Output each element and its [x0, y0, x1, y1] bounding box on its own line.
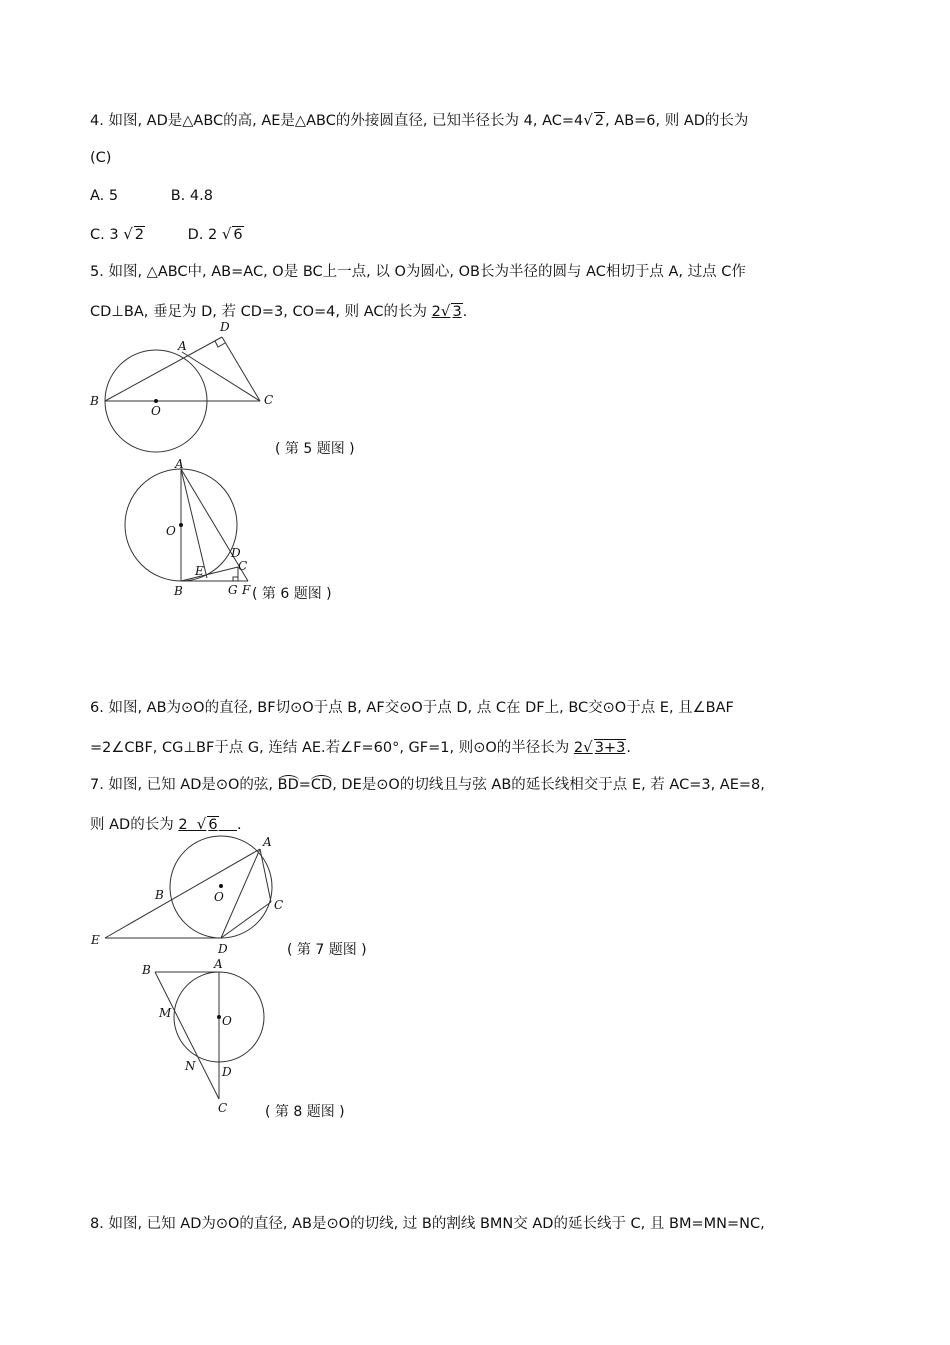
option-d: D. 2 √ 6: [187, 225, 243, 243]
label-a: A: [214, 957, 223, 971]
label-d: D: [222, 1065, 232, 1079]
label-d: D: [220, 320, 230, 334]
label-f: F: [242, 583, 251, 597]
q4-stem: 4. 如图, AD是△ABC的高, AE是△ABC的外接圆直径, 已知半径长为 4, AC=4√ 2, AB=6, 则 AD的长为: [90, 111, 749, 129]
label-b: B: [174, 584, 183, 598]
label-d: D: [218, 942, 228, 956]
q6-stem-line1: 6. 如图, AB为⊙O的直径, BF切⊙O于点 B, AF交⊙O于点 D, 点 C在 DF上, BC交⊙O于点 E, 且∠BAF: [90, 700, 734, 716]
q5-stem-line1: 5. 如图, △ABC中, AB=AC, O是 BC上一点, 以 O为圆心, OB长为半径的圆与 AC相切于点 A, 过点 C作: [90, 264, 746, 280]
arc-bd: BD: [277, 777, 299, 793]
q7-caption: ( 第 7 题图 ): [287, 942, 367, 958]
label-g: G: [228, 583, 238, 597]
label-b: B: [90, 394, 99, 408]
q6-caption: ( 第 6 题图 ): [252, 586, 332, 602]
label-b: B: [155, 888, 164, 902]
label-a: A: [263, 835, 272, 849]
label-c: C: [238, 559, 248, 573]
option-b: B. 4.8: [170, 188, 213, 204]
q6-stem-line2: =2∠CBF, CG⊥BF于点 G, 连结 AE.若∠F=60°, GF=1, 则⊙O的半径长为 2√ 3+3.: [90, 738, 631, 756]
label-e: E: [195, 564, 204, 578]
label-b: B: [142, 963, 151, 977]
q5-caption: ( 第 5 题图 ): [275, 441, 355, 457]
label-o: O: [151, 404, 161, 418]
label-o: O: [214, 890, 224, 904]
label-c: C: [218, 1101, 228, 1115]
q7-stem-line2: 则 AD的长为 2 √ 6 .: [90, 815, 242, 833]
q6-answer: 2√ 3+3: [573, 738, 626, 756]
label-o: O: [222, 1014, 232, 1028]
label-a: A: [178, 339, 187, 353]
option-c: C. 3 √ 2: [90, 225, 144, 243]
label-e: E: [91, 933, 100, 947]
option-a: A. 5: [90, 188, 119, 204]
q5-stem-line2: CD⊥BA, 垂足为 D, 若 CD=3, CO=4, 则 AC的长为 2√ 3.: [90, 302, 468, 320]
arc-cd: CD: [310, 777, 333, 793]
q4-answer: (C): [90, 150, 112, 166]
label-c: C: [274, 898, 284, 912]
q8-caption: ( 第 8 题图 ): [265, 1104, 345, 1120]
label-d: D: [231, 546, 241, 560]
q7-stem-line1: 7. 如图, 已知 AD是⊙O的弦, BD=CD, DE是⊙O的切线且与弦 AB的延长线相交于点 E, 若 AC=3, AE=8,: [90, 777, 765, 793]
label-n: N: [185, 1059, 196, 1073]
q5-answer: 2√ 3: [431, 302, 462, 320]
label-c: C: [264, 393, 274, 407]
q8-stem-line1: 8. 如图, 已知 AD为⊙O的直径, AB是⊙O的切线, 过 B的割线 BMN交 AD的延长线于 C, 且 BM=MN=NC,: [90, 1216, 765, 1232]
label-a: A: [175, 457, 184, 471]
q7-answer: 2 √ 6: [178, 815, 218, 833]
label-m: M: [159, 1006, 172, 1020]
label-o: O: [166, 524, 176, 538]
